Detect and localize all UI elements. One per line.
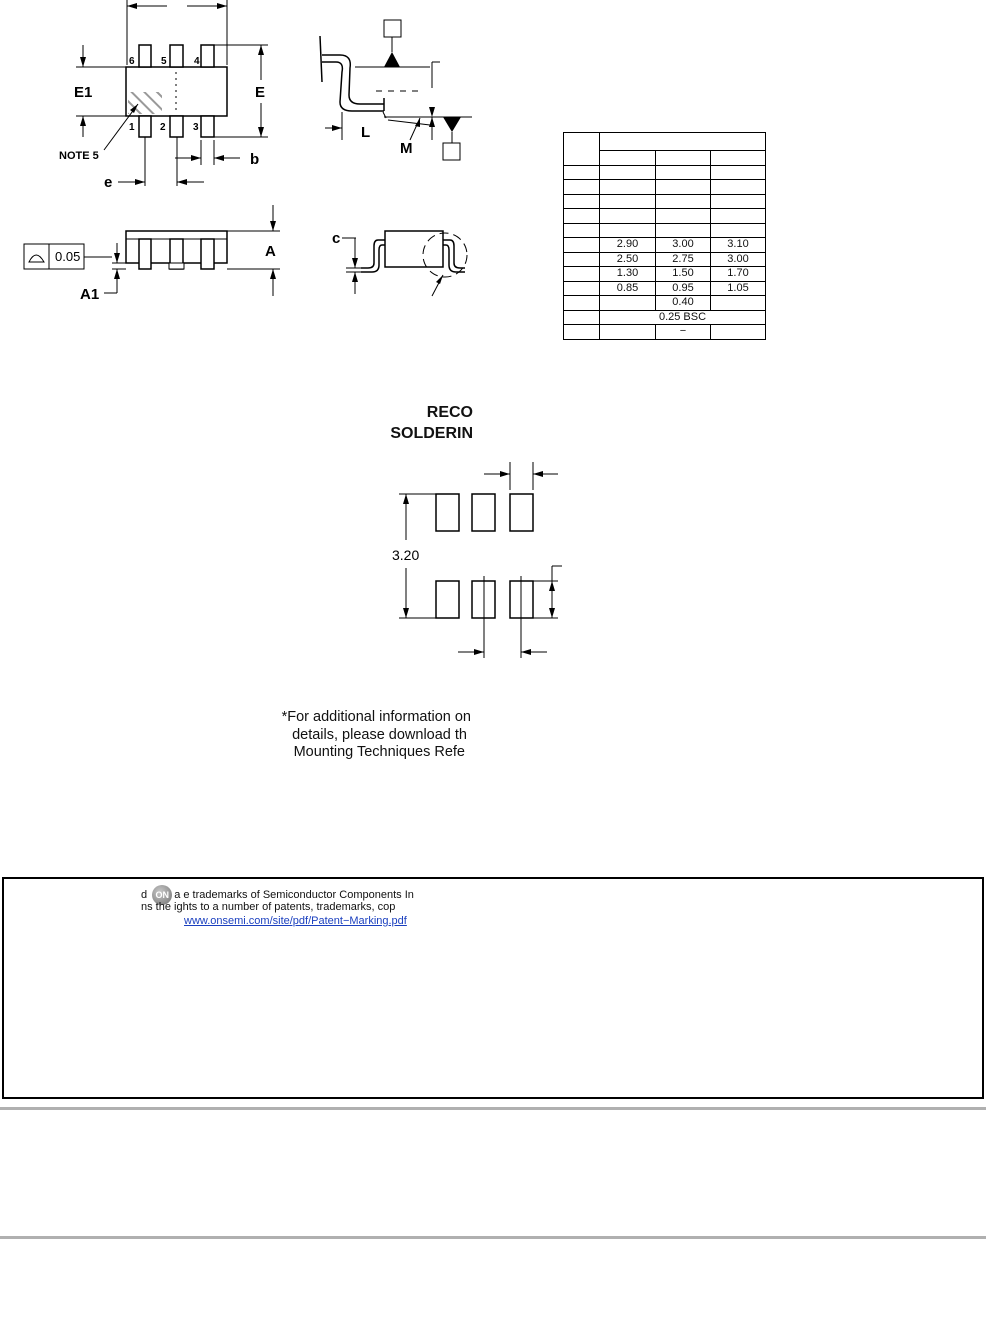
footprint-heading xyxy=(300,402,473,444)
table-cell: 3.10 xyxy=(711,238,766,253)
table-row xyxy=(564,267,766,282)
pin-label: 1 xyxy=(129,122,135,133)
table-row xyxy=(564,238,766,253)
table-cell: 0.40 xyxy=(656,296,711,311)
legal-line-1-text: a e trademarks of Semiconductor Components In xyxy=(174,888,414,901)
footer-rule-bottom xyxy=(0,1236,986,1239)
label-e: e xyxy=(104,174,113,191)
legal-line-2: ns the ights to a number of patents, trademarks, cop xyxy=(141,901,396,913)
table-cell: 3.00 xyxy=(656,238,711,253)
pin-label: 3 xyxy=(193,122,199,133)
table-cell: 1.70 xyxy=(711,267,766,282)
package-top-view xyxy=(0,0,300,200)
legal-line-1-prefix: d xyxy=(141,888,148,901)
footprint-note-line3: Mounting Techniques Refe xyxy=(293,744,465,760)
label-A: A xyxy=(265,243,276,260)
table-cell xyxy=(711,296,766,311)
table-cell: − xyxy=(656,325,711,340)
footprint-note xyxy=(200,709,471,762)
table-cell: 0.25 BSC xyxy=(600,310,766,325)
table-cell: 1.05 xyxy=(711,281,766,296)
table-cell: 3.00 xyxy=(711,252,766,267)
dimension-table xyxy=(563,132,766,340)
pin-label: 2 xyxy=(160,122,166,133)
label-E: E xyxy=(255,84,266,101)
table-cell xyxy=(600,296,656,311)
legal-line-3 xyxy=(184,914,407,929)
patent-marking-link[interactable]: www.onsemi.com/site/pdf/Patent−Marking.pdf xyxy=(184,915,407,927)
footprint-heading-line1: RECO xyxy=(426,404,473,421)
pin-label: 4 xyxy=(194,56,200,67)
label-note5: NOTE 5 xyxy=(59,150,99,162)
footprint-note-line2: details, please download th xyxy=(292,726,467,743)
table-cell: 2.75 xyxy=(656,252,711,267)
table-row xyxy=(564,296,766,311)
table-row xyxy=(564,252,766,267)
label-L: L xyxy=(361,124,371,141)
onsemi-logo-icon: ON xyxy=(152,885,172,905)
footer-rule-top xyxy=(0,1107,986,1110)
table-cell: 0.95 xyxy=(656,281,711,296)
label-E1: E1 xyxy=(74,84,93,101)
table-cell xyxy=(600,325,656,340)
table-cell xyxy=(711,325,766,340)
package-end-view xyxy=(300,200,500,300)
table-cell: 1.50 xyxy=(656,267,711,282)
legal-footer xyxy=(2,877,984,1099)
flatness-value: 0.05 xyxy=(55,249,81,264)
table-cell: 0.85 xyxy=(600,281,656,296)
table-cell: 2.90 xyxy=(600,238,656,253)
table-cell: 1.30 xyxy=(600,267,656,282)
table-row xyxy=(564,281,766,296)
table-row xyxy=(564,325,766,340)
table-row xyxy=(564,310,766,325)
footprint-note-line1: *For additional information on xyxy=(281,709,471,725)
footprint-dimension: 3.20 xyxy=(392,547,420,563)
label-A1: A1 xyxy=(80,286,100,303)
label-b: b xyxy=(250,151,260,168)
package-side-view xyxy=(0,200,300,310)
solder-footprint xyxy=(380,455,580,665)
pin-label: 6 xyxy=(129,56,135,67)
pin-label: 5 xyxy=(161,56,167,67)
table-cell: 2.50 xyxy=(600,252,656,267)
label-M: M xyxy=(400,140,413,157)
lead-profile-view xyxy=(300,0,500,170)
footprint-heading-line2: SOLDERIN xyxy=(390,425,473,442)
label-c: c xyxy=(332,230,341,247)
